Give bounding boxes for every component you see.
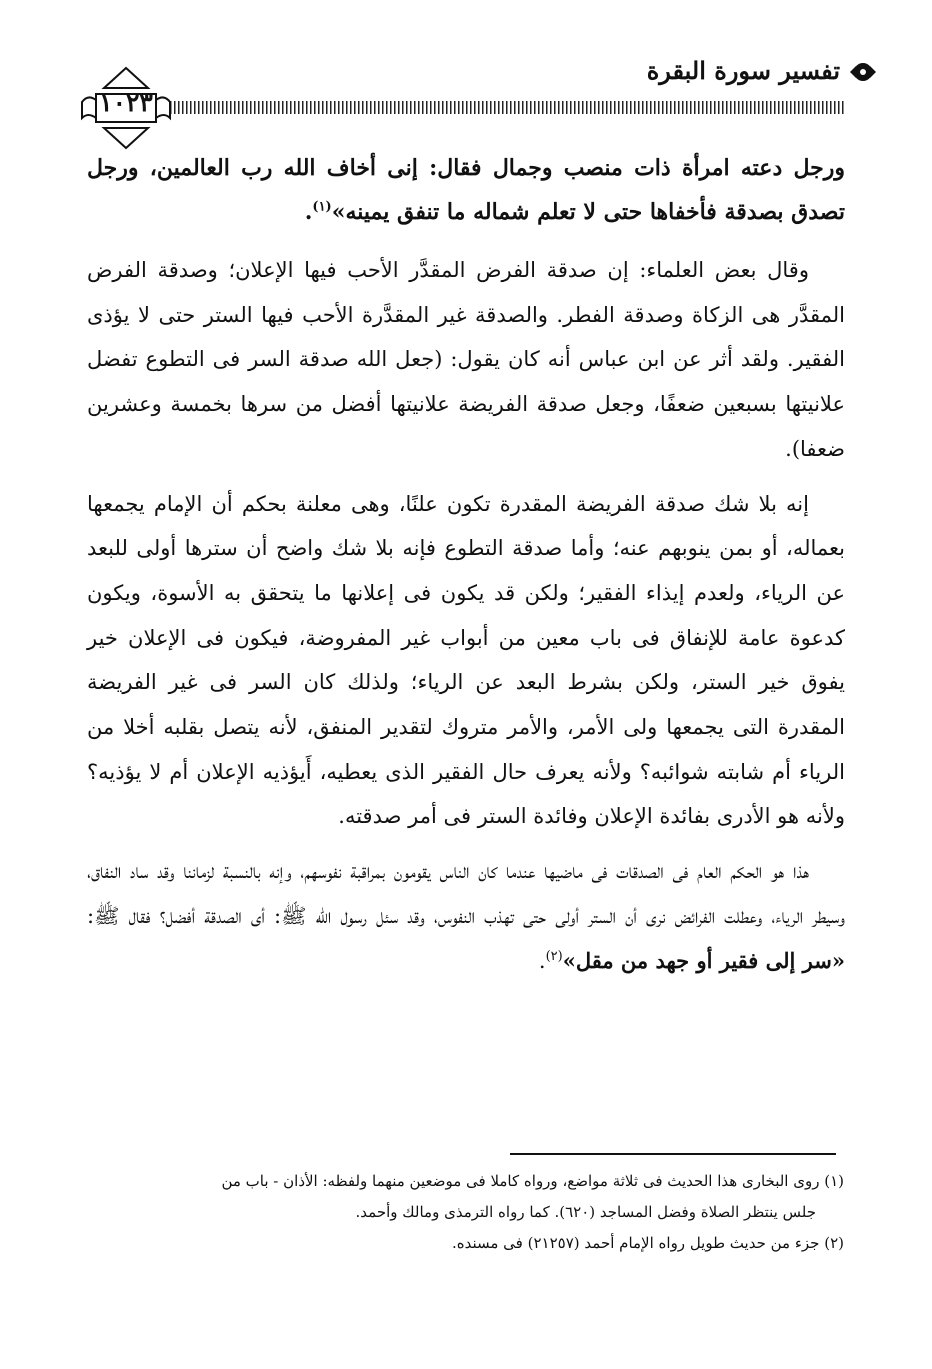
paragraph-3-text: إنه بلا شك صدقة الفريضة المقدرة تكون علنًا، وهى معلنة بحكم أن الإمام يجمعها بعماله، أو بمن ينوبهم عنه؛ وأما صدقة التطوع فإنه بلا شك واضح أن سترها أولى للبعد عن الرياء، ولعدم إيذاء الفقير؛ ولكن قد يكون فى إعلانها ما يتحقق به الأسوة، ويكون كدعوة عامة للإنفاق فى باب معين من أبواب غير المفروضة، فيكون فى الإعلان خير يفوق خير الستر، ولكن بشرط البعد عن الرياء؛ ولذلك كان السر فى غير الفريضة المقدرة التى يجمعها ولى الأمر، والأمر متروك لتقدير المنفق، لأنه يتصل بقلبه أخلا من الرياء أم شابته شوائبه؟ ولأنه يعرف حال الفقير الذى يعطيه، أَيؤذيه الإعلان أم لا يؤذيه؟ ولأنه هو الأدرى بفائدة الإعلان وفائدة الستر فى أمر صدقته. — [87, 491, 845, 829]
page-number: ١٠٢٣ — [99, 88, 153, 117]
hadith-quote: «سر إلى فقير أو جهد من مقل» — [562, 947, 845, 973]
header-ornament-icon — [848, 60, 878, 84]
running-header-title: تفسير سورة البقرة — [646, 56, 840, 85]
paragraph-1-end: . — [304, 199, 313, 225]
footnote-2: (٢) جزء من حديث طويل رواه الإمام أحمد (٢١٢٥٧) فى مسنده. — [451, 1234, 844, 1252]
paragraph-2-text: وقال بعض العلماء: إن صدقة الفرض المقدَّر الأحب فيها الإعلان؛ وصدقة الفرض المقدَّر هى الزكاة وصدقة الفطر. والصدقة غير المقدَّرة الأحب فيها الستر حتى لا يؤذى الفقير. ولقد أثر عن ابن عباس أنه كان يقول: (جعل الله صدقة السر فى التطوع تفضل علانيتها بسبعين ضعفًا، وجعل صدقة الفريضة علانيتها أفضل من سرها بخمسة وعشرين ضعفا). — [87, 258, 845, 461]
paragraph-1-text: ورجل دعته امرأة ذات منصب وجمال فقال: إنى أخاف الله رب العالمين، ورجل تصدق بصدقة فأخفاها حتى لا تعلم شماله ما تنفق يمينه» — [87, 155, 845, 225]
paragraph-1 — [87, 146, 845, 234]
footnote-1: (١) روى البخارى هذا الحديث فى ثلاثة مواضع، ورواه كاملا فى موضعين منهما ولفظه: الأذان - باب من — [221, 1172, 844, 1190]
paragraph-4-end: . — [538, 948, 546, 973]
main-text — [87, 146, 845, 993]
footnote-ref-1: (١) — [312, 199, 332, 215]
footnote-separator — [510, 1153, 836, 1155]
header-rule — [170, 101, 846, 114]
paragraph-3 — [87, 482, 845, 840]
paragraph-2 — [87, 248, 845, 472]
paragraph-4-text: هذا هو الحكم العام فى الصدقات فى ماضيها عندما كان الناس يقومون بمراقبة نفوسهم، وإنه بالنسبة لزماننا وقد ساد النفاق، وسيطر الرياء، وعطلت الفرائض نرى أن الستر أولى حتى تهذب النفوس، وقد سئل رسول الله ﷺ: أى الصدقة أفضل؟ فقال ﷺ: — [87, 859, 845, 928]
paragraph-4 — [87, 849, 845, 983]
footnote-ref-2: (٢) — [545, 948, 563, 964]
footnotes — [76, 1166, 844, 1259]
footnote-1-continued: جلس ينتظر الصلاة وفضل المساجد (٦٢٠). كما رواه الترمذى ومالك وأحمد. — [355, 1203, 816, 1221]
